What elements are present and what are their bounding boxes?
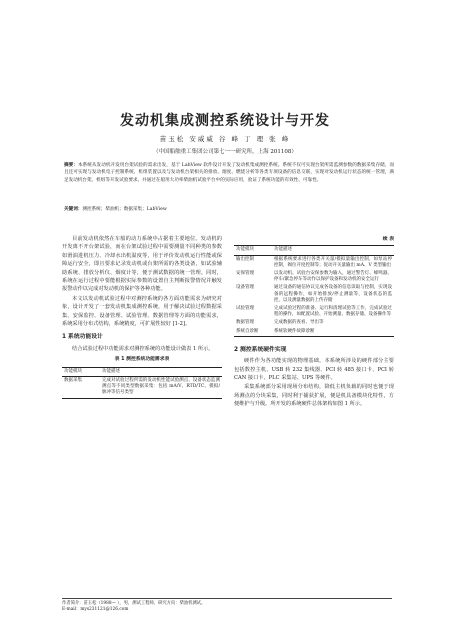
abstract-label: 摘要： — [64, 163, 78, 168]
table-row — [234, 305, 394, 319]
keywords-text: 测控系统；柴油机；数据采集；LabView — [82, 207, 167, 212]
table-cell: 完成数据的查看、导出等 — [274, 320, 324, 326]
table-row — [234, 328, 394, 337]
table-row — [234, 284, 394, 305]
section-2-heading: 2 测控系统硬件实现 — [234, 346, 287, 353]
table-1-caption: 表 1 测控系统功能需求表 — [114, 357, 170, 363]
table-row — [234, 255, 394, 270]
table-cell: 试验管理 — [236, 306, 254, 312]
table-row — [234, 319, 394, 327]
table-cell: 设备管理 — [236, 285, 254, 291]
affiliation: （中国船舶重工集团公司第七一一研究所，上海 201108） — [153, 149, 297, 155]
table-cell: 系统软硬件故障诊断 — [272, 328, 394, 337]
table-cell: 根据系统要求进行各类开关量/模拟量输出控制，如泵站停控制，阀位开度控制等；促动开关量输出 mA、V 类型输出 — [274, 256, 392, 268]
table-cell: 系统自诊断 — [234, 328, 272, 337]
footnote — [62, 598, 392, 613]
abstract-text: 本系统从发动机开发用台架试验的需求出发，基于 LabView 软件设计开发了发动机集成测控系统。系统不仅可实现台架所需监测参数的数据采集存储，而且还可实现与发动机电子控制系统、机组装置以及与发动机台架相关的排放、烟度、燃烧分析等各类专项设备的信息交联，实现对发动机运行状态的统一管理，满足发动机台架、机组等开发试验要求。并通过在船用大功率柴油机试验平台中的实际应用，验证了系统功能的有效性、可靠性。 — [64, 163, 394, 183]
table-1 — [62, 367, 222, 399]
intro-paragraph-2: 本文以发动机试验过程中对测控系统的各方面功能需求为研究对象，设计开发了一套发动机集成测控系统，用于解决试验过程数据采集、安保监控、设备管理、试验管理、数据管理等方面的功能需求，系统采用分布式结构，系统精度，可扩展性较好 [1-2]。 — [62, 295, 222, 328]
keywords — [64, 206, 394, 213]
table-row — [234, 270, 394, 284]
keywords-label: 关键词： — [64, 207, 83, 212]
table-continued-caption: 续 表 — [382, 236, 394, 242]
section-1-paragraph: 结合试验过程中功能需求对测控系统的功能设计做表 1 所示。 — [72, 345, 214, 352]
table-cell: 安保管理 — [236, 271, 254, 277]
section-1-heading: 1 系统功能设计 — [62, 334, 103, 341]
table-1-header: 功能描述 — [100, 367, 222, 376]
table-row — [62, 376, 222, 398]
table-cell: 完成对试验过程所需的发动机性能试验测点、设备状态监测测点等不同类型数据采集：包括 mA/V、RTD/TC、模拟/脉冲等信号类型 — [100, 376, 222, 398]
section-2-paragraph-2: 采集系统部分采用现场分布结构，降低主机负载的同时也便于现场测点的分块采集，同时利于捕获扩展，便是机具备模块化特性，方便维护与升级。所开发的系统硬件总体架构如图 1 所示。 — [234, 384, 394, 408]
paper-title: 发动机集成测控系统设计与开发 — [120, 113, 330, 129]
abstract — [64, 162, 394, 184]
left-column — [62, 235, 222, 399]
table-cell: 数据管理 — [236, 320, 254, 326]
table-header: 功能模块 — [234, 246, 272, 255]
table-cell: 完成试验过程的准备、运行和清理试验等工作，完成试验过程的操作，如配置试验、开始测量、数据存储、设备操作等 — [274, 306, 392, 318]
table-header: 功能描述 — [272, 246, 394, 255]
intro-paragraph-1: 目前发动机依然在车船的动力系统中占据着主要地位。发动机的开发离不开台架试验，而在台架试验过程中需要测量不同种类的参数如滑油进机压力、冷却水出机温度等，用于评价发动机运行性能或保障运行安全，即且要求记录发动机或台架所需的各类设备，如试验辅助系统、排放分析仪、烟度计等，便于测试数据的统一管理。同时，系统在运行过程中要能根据实际参数的设置自主判断报警情况并触发报警动作以完成对发动机的保护等各种功能。 — [62, 236, 222, 293]
table-1-continued — [234, 245, 394, 336]
section-2-paragraph-1: 硬件作为各功能实现的物理基础，本系统所涉及的硬件部分主要包括数控主机、USB 转 232 集线器、PCI 转 485 接口卡、PCI 转 CAN 接口卡、PLC 采集站、UPS 等硬件。 — [234, 358, 394, 382]
table-cell: 通过设备的通信协议完成各设备的信息读取与控制，实现设备的远程操作，如开始排放/停止测量等，设备状态的监控，以及测量数据的上传存储 — [274, 285, 392, 303]
right-column — [234, 235, 394, 410]
table-cell: 以发动机、试验台安保参数为输入，通过警告灯、蜂鸣器、停车/紧急停车等动作以保护设备和发动机的安全运行 — [274, 271, 392, 283]
author-email: E-mail：mys231121@126.com — [62, 607, 129, 612]
author-bio: 作者简介：苗玉松（1988— ），男，测试工程师，研究方向：柴油机测试。 — [62, 601, 206, 606]
table-1-header: 功能模块 — [62, 367, 100, 376]
author-list: 苗玉松 安威威 谷 峰 丁 理 张 峰 — [159, 135, 291, 143]
table-cell: 输出控制 — [236, 256, 254, 262]
table-cell: 数据采集 — [62, 376, 100, 398]
